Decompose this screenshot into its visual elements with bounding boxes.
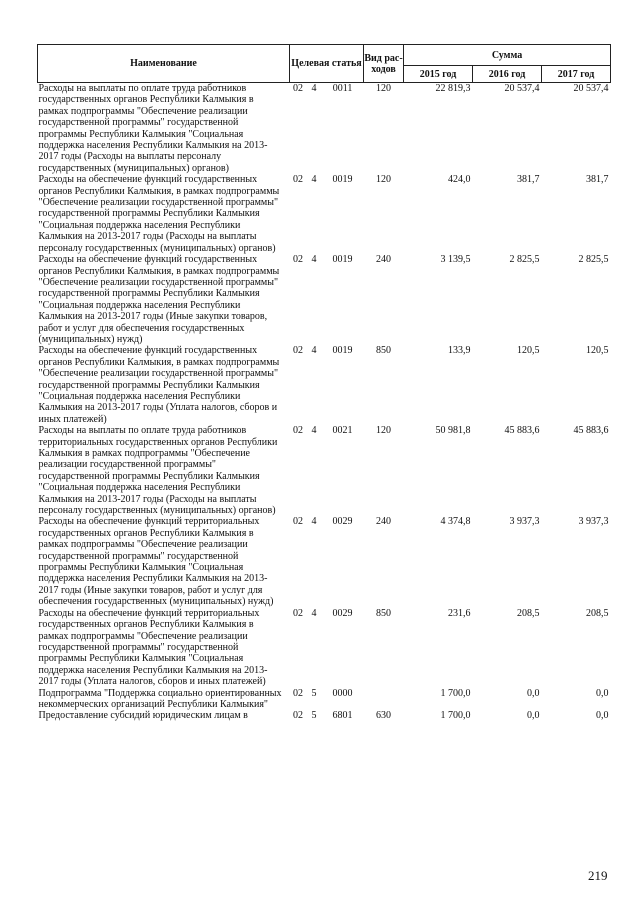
row-value-2016: 208,5 xyxy=(517,607,540,619)
header-year-2017: 2017 год xyxy=(542,66,611,83)
row-name: Расходы на обеспечение функций государственных органов Республики Калмыкия, в рамках подпрограммы "Обеспечение реализации государственной программы" государственной программы Республики Калмыкия "Социальная поддержка населения Республики Калмыкия на 2013-2017 годы (Расходы на выплаты персоналу государственных (муниципальных) органов) xyxy=(38,174,280,254)
page-number: 219 xyxy=(588,868,608,883)
row-code-c: 0021 xyxy=(332,425,353,437)
header-sum: Сумма xyxy=(404,45,611,66)
row-code-a: 02 xyxy=(293,254,303,266)
row-kind: 120 xyxy=(376,83,392,94)
row-value-2016: 0,0 xyxy=(527,687,540,699)
row-code-a: 02 xyxy=(293,345,303,357)
row-value-2017: 2 825,5 xyxy=(578,254,609,266)
row-name: Расходы на обеспечение функций государственных органов Республики Калмыкия, в рамках подпрограммы "Обеспечение реализации государственной программы" государственной программы Республики Калмыкия "Социальная поддержка населения Республики Калмыкия на 2013-2017 годы (Уплата налогов, сборов и иных платежей) xyxy=(38,345,280,425)
row-kind: 120 xyxy=(376,425,392,437)
document-page xyxy=(37,44,610,722)
row-name: Расходы на обеспечение функций территориальных государственных органов Республики Калмыкия в рамках подпрограммы "Обеспечение реализации государственной программы" государственной программы Республики Калмыкия "Социальная поддержка населения Республики Калмыкия на 2013-2017 годы (Иные закупки товаров, работ и услуг для обеспечения государственных (муниципальных) нужд) xyxy=(38,516,274,608)
row-value-2016: 45 883,6 xyxy=(504,425,540,437)
row-code-c: 0029 xyxy=(332,607,353,619)
table-row xyxy=(38,608,611,688)
header-name: Наименование xyxy=(38,45,290,83)
row-kind: 240 xyxy=(376,516,392,528)
row-kind: 630 xyxy=(376,710,392,722)
header-kind: Вид рас-ходов xyxy=(364,45,404,83)
row-code-b: 4 xyxy=(311,83,317,94)
row-value-2015: 231,6 xyxy=(448,607,471,619)
row-value-2016: 381,7 xyxy=(517,174,540,186)
row-value-2015: 4 374,8 xyxy=(440,516,471,528)
row-kind: 120 xyxy=(376,174,392,186)
row-code-b: 4 xyxy=(311,425,317,437)
table-row xyxy=(38,254,611,345)
row-code-a: 02 xyxy=(293,174,303,186)
table-row xyxy=(38,174,611,254)
row-name: Расходы на обеспечение функций государственных органов Республики Калмыкия, в рамках подпрограммы "Обеспечение реализации государственной программы" государственной программы Республики Калмыкия "Социальная поддержка населения Республики Калмыкия на 2013-2017 годы (Иные закупки товаров, работ и услуг для обеспечения государственных (муниципальных) нужд) xyxy=(38,254,280,345)
row-value-2016: 20 537,4 xyxy=(504,83,540,94)
table-row xyxy=(38,345,611,425)
table-row xyxy=(38,83,611,175)
row-value-2015: 3 139,5 xyxy=(440,254,471,266)
row-name: Расходы на обеспечение функций территориальных государственных органов Республики Калмыкия в рамках подпрограммы "Обеспечение реализации государственной программы" государственной программы Республики Калмыкия "Социальная поддержка населения Республики Калмыкия на 2013-2017 годы (Уплата налогов, сборов и иных платежей) xyxy=(38,607,268,688)
row-code-c: 6801 xyxy=(332,710,353,722)
row-value-2017: 208,5 xyxy=(586,607,609,619)
row-kind xyxy=(364,688,404,711)
row-code-b: 5 xyxy=(311,687,317,699)
row-value-2015: 22 819,3 xyxy=(435,83,471,94)
row-value-2017: 45 883,6 xyxy=(573,425,609,437)
row-name: Подпрограмма "Поддержка социально ориентированных некоммерческих организаций Республики Калмыкия" xyxy=(38,687,282,710)
row-value-2015: 50 981,8 xyxy=(435,425,471,437)
header-year-2016: 2016 год xyxy=(473,66,542,83)
row-code-b: 4 xyxy=(311,516,317,528)
budget-table xyxy=(37,44,611,722)
header-year-2015: 2015 год xyxy=(404,66,473,83)
table-body xyxy=(38,83,611,722)
row-code-a: 02 xyxy=(293,687,303,699)
row-code-c: 0011 xyxy=(332,83,353,94)
row-value-2017: 3 937,3 xyxy=(578,516,609,528)
row-code-c: 0029 xyxy=(332,516,353,528)
row-value-2016: 120,5 xyxy=(517,345,540,357)
row-code-c: 0019 xyxy=(332,345,353,357)
table-header xyxy=(38,45,611,83)
row-code-b: 4 xyxy=(311,174,317,186)
row-code-b: 5 xyxy=(311,710,317,722)
row-kind: 240 xyxy=(376,254,392,266)
row-value-2016: 0,0 xyxy=(527,710,540,722)
row-name: Предоставление субсидий юридическим лицам в xyxy=(38,710,248,722)
row-code-b: 4 xyxy=(311,254,317,266)
row-code-c: 0019 xyxy=(332,254,353,266)
row-value-2017: 20 537,4 xyxy=(573,83,609,94)
row-name: Расходы на выплаты по оплате труда работников территориальных государственных органов Республики Калмыкия в рамках подпрограммы "Обеспечение реализации государственной программы" государственной программы Республики Калмыкия "Социальная поддержка населения Республики Калмыкия на 2013-2017 годы (Расходы на выплаты персоналу государственных (муниципальных) органов) xyxy=(38,425,278,517)
row-code-c: 0019 xyxy=(332,174,353,186)
table-row xyxy=(38,425,611,516)
row-value-2015: 1 700,0 xyxy=(440,687,471,699)
row-code-b: 4 xyxy=(311,345,317,357)
row-value-2017: 381,7 xyxy=(586,174,609,186)
row-code-a: 02 xyxy=(293,83,303,94)
row-code-b: 4 xyxy=(311,607,317,619)
row-code-a: 02 xyxy=(293,425,303,437)
row-code-a: 02 xyxy=(293,516,303,528)
table-row xyxy=(38,688,611,711)
row-kind: 850 xyxy=(376,345,392,357)
row-value-2015: 133,9 xyxy=(448,345,471,357)
row-kind: 850 xyxy=(376,607,392,619)
row-value-2017: 0,0 xyxy=(596,687,609,699)
table-row xyxy=(38,516,611,607)
row-code-a: 02 xyxy=(293,607,303,619)
row-value-2016: 3 937,3 xyxy=(509,516,540,528)
row-name: Расходы на выплаты по оплате труда работников государственных органов Республики Калмыкия в рамках подпрограммы "Обеспечение реализации государственной программы" государственной программы Республики Калмыкия "Социальная поддержка населения Республики Калмыкия на 2013-2017 годы (Расходы на выплаты персоналу государственных (муниципальных) органов) xyxy=(38,83,268,174)
header-target: Целевая статья xyxy=(290,45,364,83)
row-value-2015: 1 700,0 xyxy=(440,710,471,722)
row-value-2016: 2 825,5 xyxy=(509,254,540,266)
row-value-2017: 0,0 xyxy=(596,710,609,722)
table-row xyxy=(38,710,611,721)
row-code-c: 0000 xyxy=(332,687,353,699)
row-value-2015: 424,0 xyxy=(448,174,471,186)
row-code-a: 02 xyxy=(293,710,303,722)
row-value-2017: 120,5 xyxy=(586,345,609,357)
